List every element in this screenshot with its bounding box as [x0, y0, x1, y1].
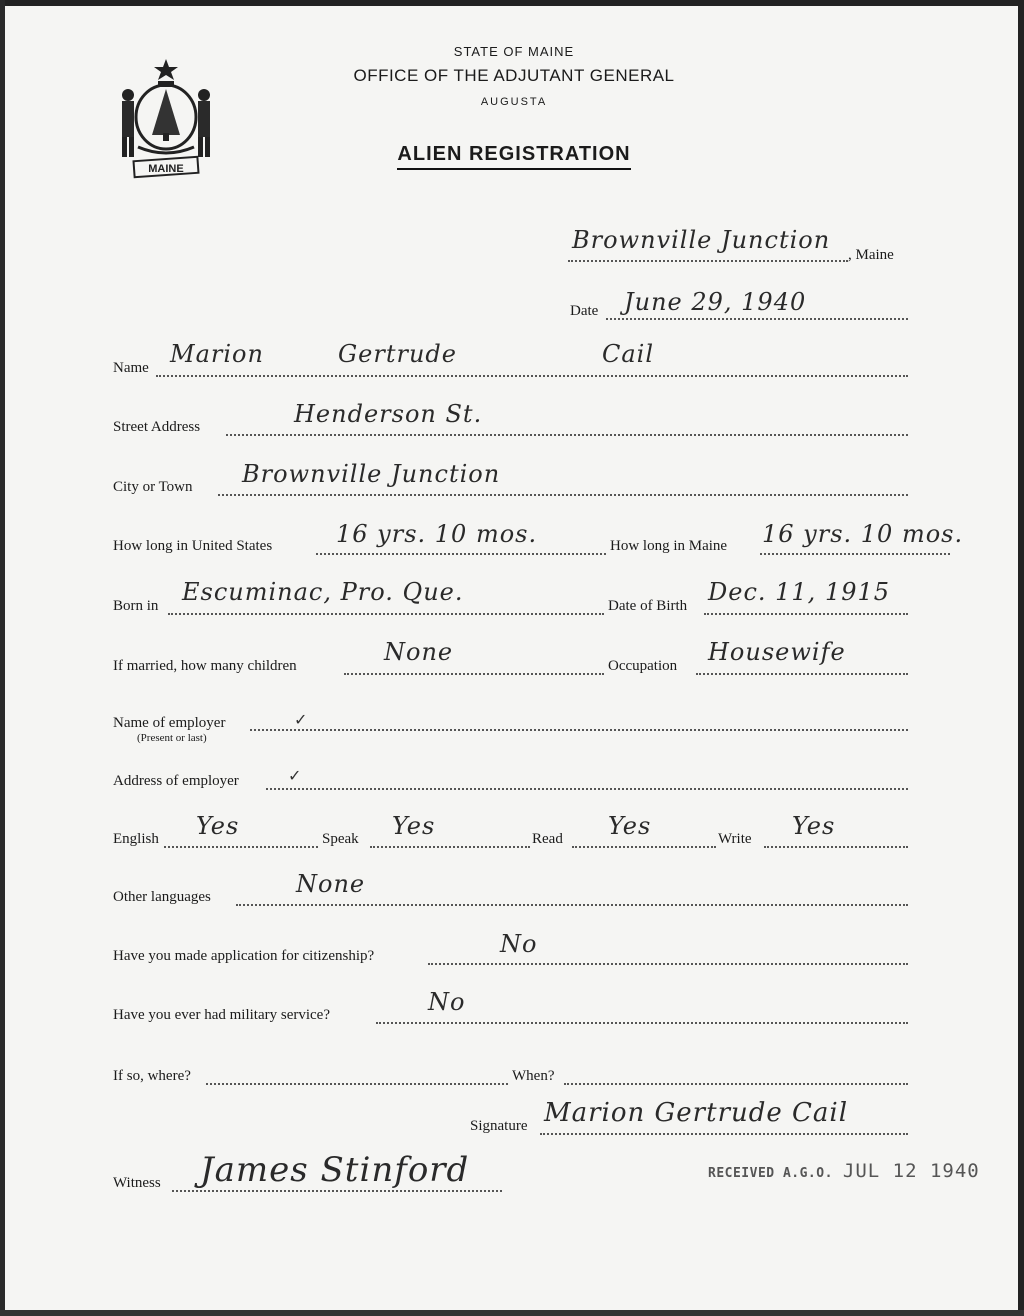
- speak-line: [370, 846, 530, 848]
- how-long-us-label: How long in United States: [113, 538, 273, 554]
- citizenship-label: Have you made application for citizenship?: [113, 948, 375, 964]
- other-languages-value: None: [296, 870, 366, 898]
- street-line: [226, 434, 908, 436]
- employer-name-line: [250, 729, 908, 731]
- speak-label: Speak: [322, 831, 359, 847]
- employer-note: (Present or last): [137, 732, 207, 744]
- other-languages-line: [236, 904, 908, 906]
- signature-label: Signature: [470, 1118, 528, 1134]
- write-label: Write: [718, 831, 752, 847]
- form-title: ALIEN REGISTRATION: [0, 143, 1024, 170]
- location-state-label: , Maine: [848, 247, 894, 263]
- how-long-us-value: 16 yrs. 10 mos.: [336, 520, 538, 548]
- born-in-value: Escuminac, Pro. Que.: [182, 578, 464, 606]
- city-value: Brownville Junction: [242, 460, 501, 488]
- other-languages-label: Other languages: [113, 889, 211, 905]
- employer-address-label: Address of employer: [113, 773, 239, 789]
- how-long-maine-label: How long in Maine: [610, 538, 728, 554]
- scan-border-bottom: [0, 1310, 1024, 1316]
- street-label: Street Address: [113, 419, 201, 435]
- employer-name-check: ✓: [294, 712, 308, 729]
- city-line: [218, 494, 908, 496]
- date-line: [606, 318, 908, 320]
- employer-address-line: [266, 788, 908, 790]
- children-label: If married, how many children: [113, 658, 297, 674]
- military-value: No: [428, 988, 466, 1016]
- employer-name-label: Name of employer: [113, 715, 226, 731]
- military-line: [376, 1022, 908, 1024]
- read-value: Yes: [608, 812, 652, 840]
- city-heading: AUGUSTA: [480, 96, 548, 108]
- received-stamp: [708, 1160, 980, 1182]
- how-long-maine-line: [760, 553, 950, 555]
- last-name-value: Cail: [602, 340, 655, 368]
- where-label: If so, where?: [113, 1068, 191, 1084]
- english-label: English: [113, 831, 159, 847]
- born-in-line: [168, 613, 604, 615]
- occupation-value: Housewife: [708, 638, 846, 666]
- citizenship-value: No: [500, 930, 538, 958]
- witness-value: James Stinford: [200, 1150, 470, 1190]
- scan-border-left: [0, 0, 5, 1316]
- read-label: Read: [532, 831, 563, 847]
- occupation-line: [696, 673, 908, 675]
- signature-line: [540, 1133, 908, 1135]
- write-line: [764, 846, 908, 848]
- name-line: [156, 375, 908, 377]
- children-value: None: [384, 638, 454, 666]
- date-value: June 29, 1940: [624, 288, 807, 316]
- how-long-maine-value: 16 yrs. 10 mos.: [762, 520, 964, 548]
- location-town-handwritten: Brownville Junction: [572, 226, 831, 254]
- employer-address-check: ✓: [288, 768, 302, 785]
- received-stamp-date: JUL 12 1940: [842, 1160, 980, 1182]
- signature-value: Marion Gertrude Cail: [544, 1098, 849, 1128]
- name-label: Name: [113, 360, 149, 376]
- street-value: Henderson St.: [294, 400, 483, 428]
- write-value: Yes: [792, 812, 836, 840]
- witness-line: [172, 1190, 502, 1192]
- dob-line: [704, 613, 908, 615]
- date-label: Date: [570, 303, 599, 319]
- city-label: City or Town: [113, 479, 193, 495]
- how-long-us-line: [316, 553, 606, 555]
- location-line: [568, 260, 848, 262]
- middle-name-value: Gertrude: [338, 340, 457, 368]
- speak-value: Yes: [392, 812, 436, 840]
- occupation-label: Occupation: [608, 658, 678, 674]
- dob-value: Dec. 11, 1915: [708, 578, 891, 606]
- first-name-value: Marion: [170, 340, 264, 368]
- office-heading: OFFICE OF THE ADJUTANT GENERAL: [353, 66, 675, 85]
- read-line: [572, 846, 716, 848]
- when-line: [564, 1083, 908, 1085]
- received-stamp-text: RECEIVED A.G.O.: [708, 1166, 833, 1181]
- seal-motto: MAINE: [148, 163, 184, 175]
- children-line: [344, 673, 604, 675]
- where-line: [206, 1083, 508, 1085]
- when-label: When?: [512, 1068, 555, 1084]
- state-heading: STATE OF MAINE: [453, 44, 575, 59]
- citizenship-line: [428, 963, 908, 965]
- dob-label: Date of Birth: [608, 598, 688, 614]
- scan-border-right: [1018, 0, 1024, 1316]
- english-value: Yes: [196, 812, 240, 840]
- scan-border-top: [0, 0, 1024, 6]
- witness-label: Witness: [113, 1175, 161, 1191]
- english-line: [164, 846, 318, 848]
- born-in-label: Born in: [113, 598, 159, 614]
- military-label: Have you ever had military service?: [113, 1007, 330, 1023]
